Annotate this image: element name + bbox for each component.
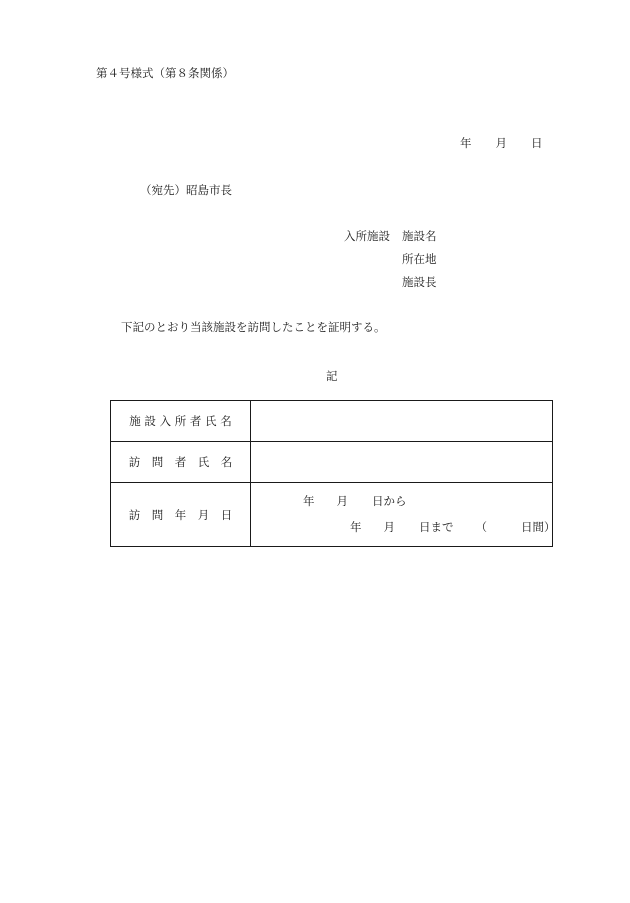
resident-name-field[interactable] (251, 401, 553, 442)
visit-period-field[interactable] (251, 483, 556, 547)
date-year: 年 (460, 136, 472, 150)
date-line (460, 136, 543, 150)
visitor-name-field[interactable] (251, 442, 553, 483)
facility-address-label: 所在地 (402, 252, 437, 266)
table-row (111, 483, 553, 547)
facility-prefix: 入所施設 (344, 229, 390, 243)
ki-heading: 記 (326, 369, 338, 383)
to-month: 月 (383, 520, 395, 534)
form-number: 第４号様式（第８条関係） (96, 66, 234, 80)
facility-head-label: 施設長 (402, 275, 437, 289)
addressee: （宛先）昭島市長 (140, 183, 232, 197)
date-month: 月 (495, 136, 507, 150)
table-row (111, 401, 553, 442)
to-suffix: 日まで (419, 520, 454, 534)
resident-name-label: 施 設 入 所 者 氏 名 (111, 401, 251, 442)
visit-period (251, 483, 556, 546)
statement: 下記のとおり当該施設を訪問したことを証明する。 (121, 320, 386, 334)
visit-table (110, 400, 556, 547)
period-from (303, 494, 407, 508)
table-row (111, 442, 553, 483)
facility-name-label: 施設名 (402, 229, 437, 243)
visitor-name-label: 訪 問 者 氏 名 (111, 442, 251, 483)
from-month: 月 (336, 494, 348, 508)
date-day: 日 (531, 136, 543, 150)
from-suffix: 日から (372, 494, 407, 508)
days-open-paren: （ (475, 520, 487, 534)
to-year: 年 (350, 520, 362, 534)
visit-date-label: 訪 問 年 月 日 (111, 483, 251, 547)
days-suffix: 日間） (521, 520, 556, 534)
period-to (350, 520, 556, 534)
from-year: 年 (303, 494, 315, 508)
